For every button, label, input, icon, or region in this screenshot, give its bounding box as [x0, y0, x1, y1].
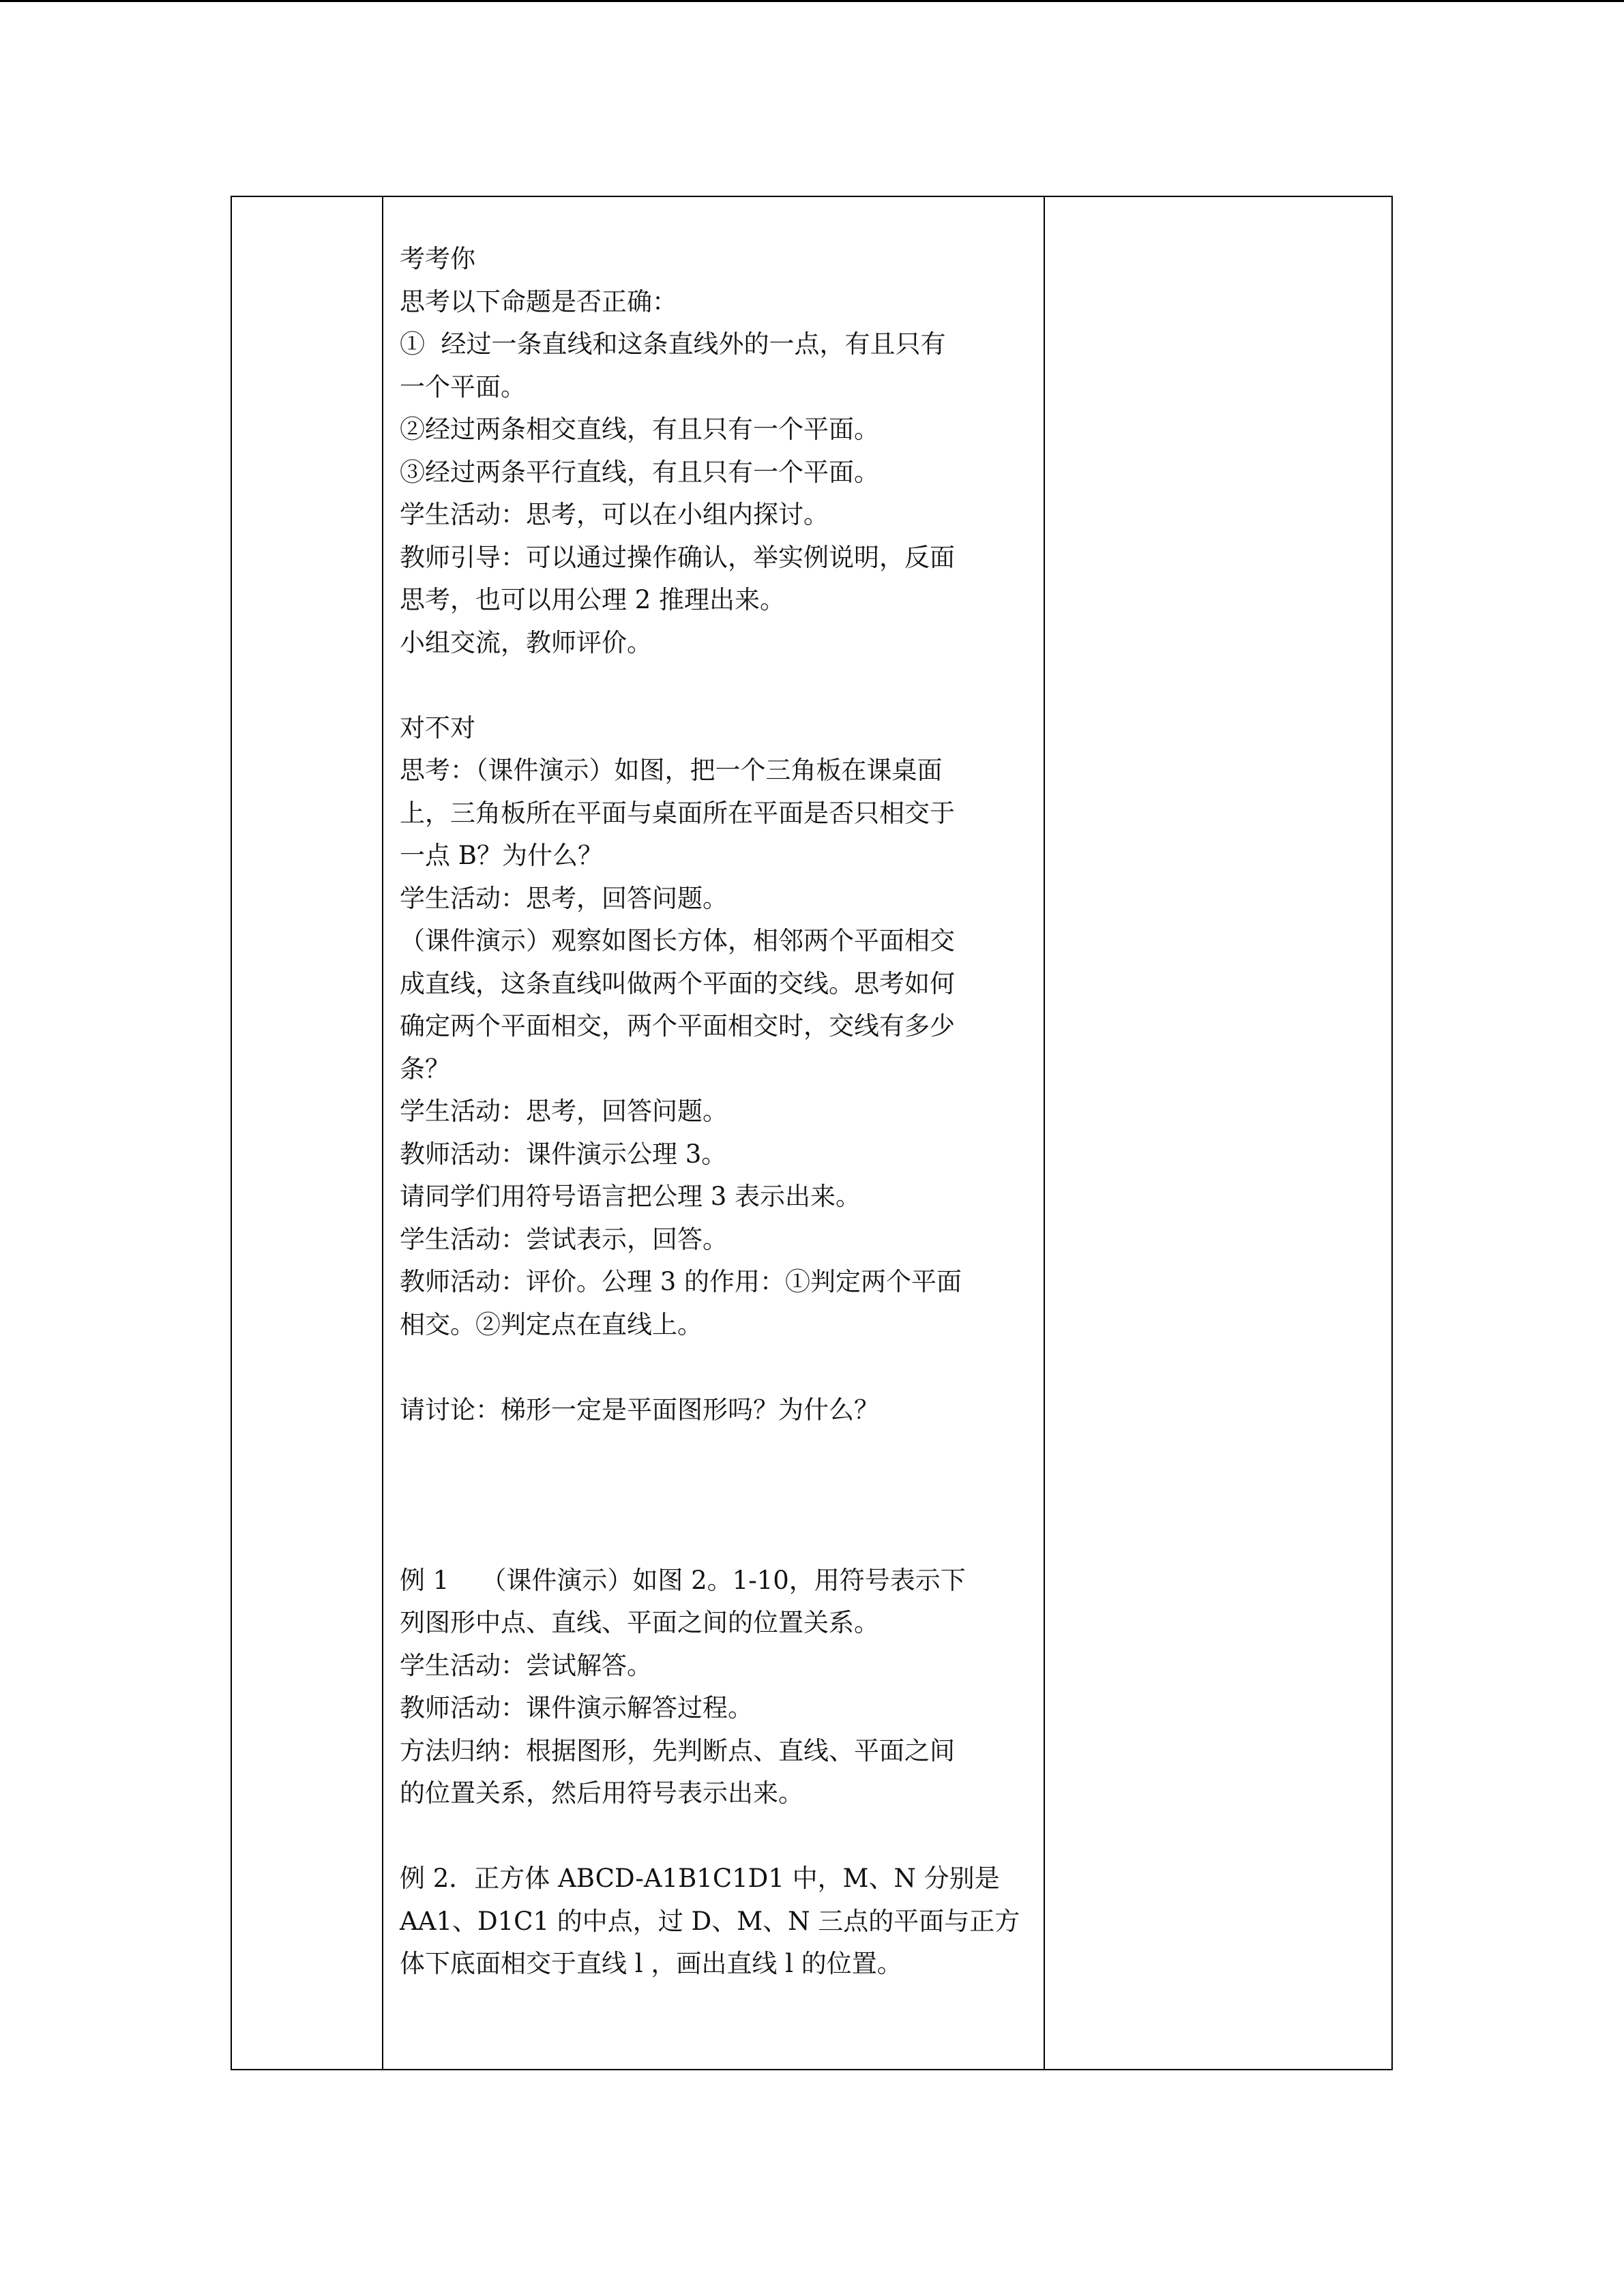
- content-line: 方法归纳：根据图形，先判断点、直线、平面之间: [400, 1735, 955, 1765]
- content-line: 相交。②判定点在直线上。: [400, 1309, 703, 1339]
- content-line: 教师活动：评价。公理 3 的作用：①判定两个平面: [400, 1267, 962, 1296]
- content-line: 对不对: [400, 713, 475, 743]
- blank-line: [400, 1431, 1034, 1474]
- column-divider-left: [382, 197, 383, 2069]
- content-line: 的位置关系，然后用符号表示出来。: [400, 1778, 803, 1808]
- blank-line: [400, 664, 1034, 707]
- content-line: 小组交流，教师评价。: [400, 627, 652, 657]
- content-line: 考考你: [400, 244, 475, 273]
- content-line: 思考：（课件演示）如图，把一个三角板在课桌面: [400, 756, 943, 785]
- content-line: 思考以下命题是否正确：: [400, 286, 677, 316]
- content-line: 学生活动：尝试表示，回答。: [400, 1224, 728, 1254]
- blank-line: [400, 1815, 1034, 1858]
- content-line: 体下底面相交于直线 l ，画出直线 l 的位置。: [400, 1949, 902, 1978]
- content-line: 请讨论：梯形一定是平面图形吗？为什么？: [400, 1395, 879, 1425]
- content-line: 请同学们用符号语言把公理 3 表示出来。: [400, 1182, 861, 1211]
- top-rule: [0, 0, 1624, 2]
- content-line: 学生活动：尝试解答。: [400, 1650, 652, 1680]
- column-divider-right: [1044, 197, 1045, 2069]
- blank-line: [400, 1346, 1034, 1389]
- lesson-content-cell: [400, 238, 1034, 1986]
- content-line: 例 2．正方体 ABCD-A1B1C1D1 中，M、N 分别是: [400, 1864, 1000, 1893]
- content-line: 教师活动：课件演示解答过程。: [400, 1693, 753, 1723]
- content-line: 一个平面。: [400, 372, 526, 402]
- content-line: 上，三角板所在平面与桌面所在平面是否只相交于: [400, 798, 955, 828]
- content-line: ②经过两条相交直线，有且只有一个平面。: [400, 415, 879, 444]
- content-line: 教师活动：课件演示公理 3。: [400, 1139, 727, 1169]
- content-line: AA1、D1C1 的中点，过 D、M、N 三点的平面与正方: [400, 1906, 1020, 1936]
- content-line: 学生活动：思考，回答问题。: [400, 1097, 728, 1126]
- content-line: 条？: [400, 1054, 450, 1084]
- content-line: 思考，也可以用公理 2 推理出来。: [400, 585, 786, 614]
- content-line: 列图形中点、直线、平面之间的位置关系。: [400, 1608, 879, 1637]
- blank-line: [400, 1517, 1034, 1560]
- content-line: 确定两个平面相交，两个平面相交时，交线有多少: [400, 1011, 955, 1041]
- content-line: 学生活动：思考，可以在小组内探讨。: [400, 500, 829, 529]
- content-line: 成直线，这条直线叫做两个平面的交线。思考如何: [400, 968, 955, 998]
- content-line: （课件演示）观察如图长方体，相邻两个平面相交: [400, 926, 955, 955]
- content-line: ③经过两条平行直线，有且只有一个平面。: [400, 457, 879, 487]
- content-line: 一点 B？为什么？: [400, 841, 603, 870]
- lesson-table: [231, 196, 1393, 2070]
- content-line: 学生活动：思考，回答问题。: [400, 883, 728, 913]
- blank-line: [400, 1474, 1034, 1517]
- content-line: ① 经过一条直线和这条直线外的一点，有且只有: [400, 329, 946, 359]
- content-line: 例 1 （课件演示）如图 2。1-10，用符号表示下: [400, 1565, 966, 1595]
- content-line: 教师引导：可以通过操作确认，举实例说明，反面: [400, 542, 955, 572]
